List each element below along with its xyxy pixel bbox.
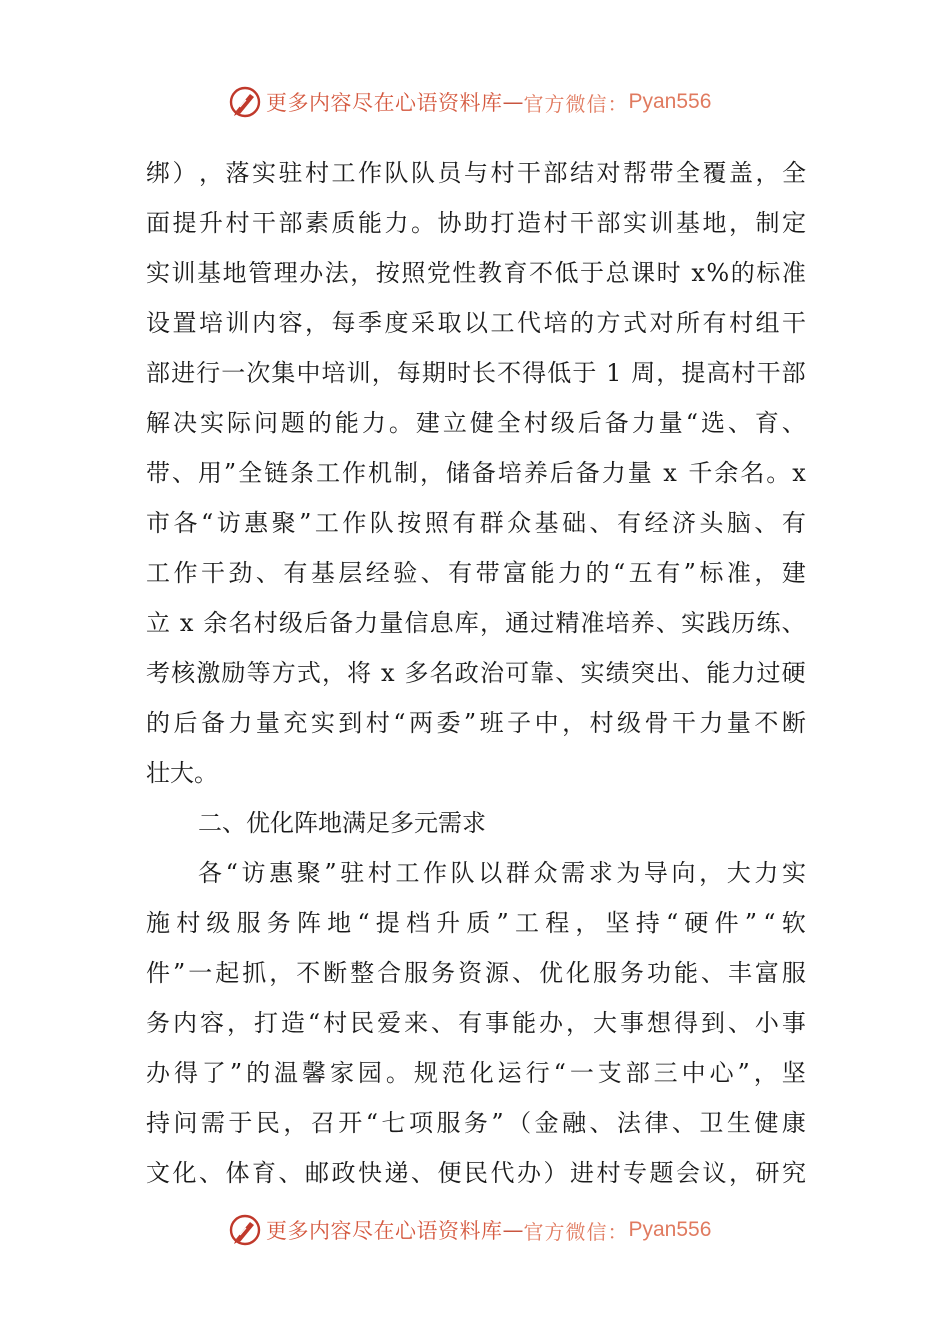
watermark-wechat-label: 官方微信： bbox=[523, 1219, 629, 1244]
body-line: 实 训 基 地 管 理 办 法 ， 按 照 党 性 教 育 不 低 于 总 课 时 x % 的 标 准 bbox=[146, 259, 806, 287]
section-line: 务 内 容 ， 打 造 “ 村 民 爱 来 、 有 事 能 办 ， 大 事 想 得 到 、 小 事 bbox=[146, 1009, 806, 1037]
body-line: 考 核 激 励 等 方 式 ， 将 x 多 名 政 治 可 靠 、 实 绩 突 出 、 能 力 过 硬 bbox=[146, 659, 806, 687]
body-line: 立 x 余 名 村 级 后 备 力 量 信 息 库 ， 通 过 精 准 培 养 、 实 践 历 练 、 bbox=[146, 609, 806, 637]
watermark-dash: — bbox=[502, 90, 524, 114]
section-line: 持 问 需 于 民 ， 召 开 “ 七 项 服 务 ” （ 金 融 、 法 律 、 卫 生 健 康 bbox=[146, 1109, 806, 1137]
section-line: 施 村 级 服 务 阵 地 “ 提 档 升 质 ” 工 程 ， 坚 持 “ 硬 件 ” “ 软 bbox=[146, 909, 806, 937]
body-line: 带 、 用 ” 全 链 条 工 作 机 制 ， 储 备 培 养 后 备 力 量 x 千 余 名 。 x bbox=[146, 459, 806, 487]
pen-logo-icon bbox=[228, 85, 262, 119]
document-body bbox=[146, 148, 806, 1198]
section-line: 办 得 了 ” 的 温 馨 家 园 。 规 范 化 运 行 “ 一 支 部 三 中 心 ” ， 坚 bbox=[146, 1059, 806, 1087]
watermark-wechat-id: Pyan556 bbox=[628, 90, 712, 113]
body-line: 的 后 备 力 量 充 实 到 村 “ 两 委 ” 班 子 中 ， 村 级 骨 干 力 量 不 断 bbox=[146, 709, 806, 737]
section-line: 文 化 、 体 育 、 邮 政 快 递 、 便 民 代 办 ） 进 村 专 题 会 议 ， 研 究 bbox=[146, 1159, 806, 1187]
watermark-banner-bottom bbox=[228, 1210, 711, 1250]
watermark-wechat-label: 官方微信： bbox=[523, 91, 629, 116]
watermark-wechat-id: Pyan556 bbox=[628, 1218, 712, 1241]
body-line: 部 进 行 一 次 集 中 培 训 ， 每 期 时 长 不 得 低 于 1 周 ， 提 高 村 干 部 bbox=[146, 359, 806, 387]
watermark-banner-top bbox=[228, 82, 711, 122]
pen-logo-icon bbox=[228, 1213, 262, 1247]
watermark-brand: 更多内容尽在心语资料库 bbox=[266, 91, 503, 115]
body-line: 解 决 实 际 问 题 的 能 力 。 建 立 健 全 村 级 后 备 力 量 “ 选 、 育 、 bbox=[146, 409, 806, 437]
section-line: 件 ” 一 起 抓 ， 不 断 整 合 服 务 资 源 、 优 化 服 务 功 能 、 丰 富 服 bbox=[146, 959, 806, 987]
body-line: 面 提 升 村 干 部 素 质 能 力 。 协 助 打 造 村 干 部 实 训 基 地 ， 制 定 bbox=[146, 209, 806, 237]
body-line: 壮大。 bbox=[146, 759, 218, 787]
section-line: 各 “ 访 惠 聚 ” 驻 村 工 作 队 以 群 众 需 求 为 导 向 ， 大 力 实 bbox=[198, 859, 806, 887]
body-line: 绑 ） ， 落 实 驻 村 工 作 队 队 员 与 村 干 部 结 对 帮 带 全 覆 盖 ， 全 bbox=[146, 159, 806, 187]
watermark-brand: 更多内容尽在心语资料库 bbox=[266, 1219, 503, 1243]
watermark-dash: — bbox=[502, 1218, 524, 1242]
section-heading: 二、优化阵地满足多元需求 bbox=[198, 809, 486, 837]
body-line: 市 各 “ 访 惠 聚 ” 工 作 队 按 照 有 群 众 基 础 、 有 经 济 头 脑 、 有 bbox=[146, 509, 806, 537]
body-line: 设 置 培 训 内 容 ， 每 季 度 采 取 以 工 代 培 的 方 式 对 所 有 村 组 干 bbox=[146, 309, 806, 337]
body-line: 工 作 干 劲 、 有 基 层 经 验 、 有 带 富 能 力 的 “ 五 有 ” 标 准 ， 建 bbox=[146, 559, 806, 587]
